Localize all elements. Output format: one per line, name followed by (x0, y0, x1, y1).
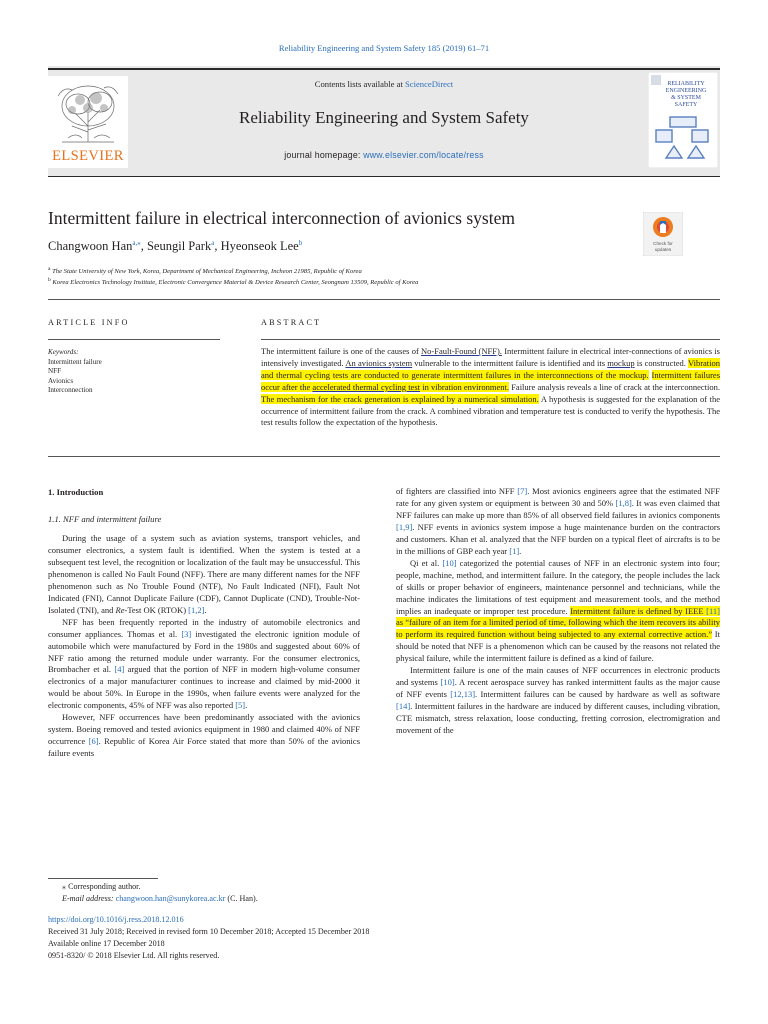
text-run: . It was even claimed that NFF failures can make up more than 85% of all observed field failures in avionics components (396, 497, 720, 520)
contents-prefix: Contents lists available at (314, 79, 405, 89)
body-paragraph (396, 486, 720, 558)
highlighted-text: as “failure of an item for a limited period of time, following which the item recovers its ability to perform its required function without being subjected to any external corrective action.” (396, 617, 720, 640)
underlined-text: mockup (607, 357, 635, 368)
text-run: Failure analysis reveals a line of crack at the interconnection. (509, 381, 720, 392)
copyright-line: 0951-8320/ © 2018 Elsevier Ltd. All rights reserved. (48, 951, 220, 961)
text-run: investigated the electronic ignition module of automobile which were manufactured by Ford in the 1980s and suggested about 60% of NFF ratio among the returned module under warranty. For the consumer electronics, Brombacher et al. (48, 628, 360, 675)
text-run: . Intermittent failures in the hardware are induced by different causes, including vibration, CTE mismatch, stress relaxation, loose conducting, fretting corrosion, electromigration and movement of the (396, 701, 720, 736)
text-run: vulnerable to the intermittent failure is identified and its (412, 357, 608, 368)
sciencedirect-link[interactable]: ScienceDirect (405, 79, 454, 89)
body-paragraph (396, 665, 720, 737)
title-block-rule (48, 299, 720, 300)
keywords-label: Keywords: (48, 348, 79, 356)
author-affiliation-marker[interactable]: b (298, 239, 303, 247)
text-run: However, NFF occurrences have been predominantly associated with the avionics system. Boeing removed and tested avionics equipment in 1980 and claimed 40% of NFF occurrence (48, 712, 360, 747)
underlined-text: No-Fault-Found (NFF). (421, 346, 502, 356)
text-run: The intermittent failure is one of the causes of (261, 346, 422, 356)
highlighted-text: in vibration environment. (420, 381, 509, 392)
keyword-item: Interconnection (48, 386, 93, 395)
corresponding-author-note: ⁎ Corresponding author. (62, 882, 141, 891)
text-run: . Most avionics engineers agree that the estimated NFF rate for any given system or equipment is between 30 and 50% (396, 486, 720, 508)
journal-reference[interactable]: Reliability Engineering and System Safety 185 (2019) 61–71 (278, 43, 490, 53)
crossmark-line-1: Check for (653, 241, 673, 246)
citation-link[interactable]: [1] (509, 545, 520, 556)
text-run: During the usage of a system such as aviation systems, transport vehicles, and consumer electronics, a system fault is identified. When the system is tested at a subsequent test level, the recognition or localization of the fault may be unsuccessful. This phenomenon is called No Fault Found (NFF). There are many different names for the NFF phenomenon such as No Trouble Found (NTF), No Fault Indicated (NFI), Fault Not Indicated (FNI), Cannot Duplicate Failure (CDF), Cannot Duplicate (CND), Trouble-Not-Isolated (TNI), and (48, 533, 360, 615)
cover-line-1: RELIABILITY (667, 81, 705, 87)
citation-link[interactable]: [3] (181, 628, 192, 639)
check-for-updates-badge[interactable] (643, 212, 683, 256)
author-name: Hyeonseok Lee (220, 239, 299, 254)
keywords-block (48, 348, 218, 396)
underlined-text: accelerated thermal cycling test (312, 381, 421, 392)
affiliation-b-marker: b (48, 277, 51, 283)
affiliation-b-text: Korea Electronics Technology Institute, Electronic Convergence Material & Device Research Center, Seongnam 13509, Republic of Korea (50, 279, 419, 287)
text-run: A hypothesis is suggested for the explanation of the occurrence of intermittent failure from the crack. A combined vibration and temperature test is conducted to verify the hypothesis. The test results follow the expectation of the hypothesis. (261, 393, 720, 428)
keyword-item: Avionics (48, 376, 74, 385)
email-note (48, 893, 720, 905)
abstract-rule (261, 339, 720, 340)
footnote-rule (48, 878, 158, 879)
text-run: . Republic of Korea Air Force stated that more than 50% of the avionics failure events (48, 736, 360, 759)
author-affiliation-marker[interactable]: a (211, 239, 215, 247)
citation-link[interactable]: [12,13] (450, 689, 476, 700)
article-info-heading: ARTICLE INFO (48, 318, 130, 327)
text-run: NFF has been frequently reported in the industry of automobile electronics and consumer appliances. Thomas et al. (48, 616, 360, 639)
affiliation-a-text: The State University of New York, Korea, Department of Mechanical Engineering, Incheon 21985, Republic of Korea (50, 268, 362, 276)
affiliation-a (48, 266, 648, 275)
highlighted-text: Intermittent failure is defined by IEEE (570, 605, 707, 616)
body-paragraph (48, 617, 360, 713)
body-paragraph (48, 712, 360, 760)
citation-link[interactable]: [6] (88, 736, 99, 747)
text-run: categorized the potential causes of NFF in an electronic system into four; people, machine, method, and intermittent failure. In the category, the people includes the lack of skills or proper behavior of engineers, maintenance personnel and technicians, while the machine indicates the limitations of test equipment and measurement tools, and the method implies an inadequate or improper test procedure. (396, 557, 720, 616)
abstract-text (261, 346, 720, 429)
text-run: . (204, 604, 207, 615)
text-run: . NFF events in avionics system impose a huge maintenance burden on the contractors and customers. Khan et al. analyzed that the NFF burden on a typical fleet of aircrafts is to be in the millions of GBP each year (396, 521, 720, 556)
cover-line-2: ENGINEERING (665, 88, 707, 94)
abstract-heading: ABSTRACT (261, 318, 322, 327)
journal-title: Reliability Engineering and System Safety (239, 108, 529, 127)
header-bottom-rule (48, 176, 720, 177)
article-info-rule (48, 339, 220, 340)
affiliation-a-marker: a (48, 266, 51, 272)
citation-link[interactable]: [1,8] (615, 497, 632, 508)
publisher-name: ELSEVIER (52, 148, 124, 164)
abstract-bottom-rule (48, 456, 720, 457)
available-online: Available online 17 December 2018 (48, 939, 165, 949)
text-run: Intermittent failure is one of the main causes of NFF occurrences in electronic products and systems (396, 665, 720, 688)
highlighted-text: Intermittent failures occur after the (261, 369, 720, 392)
cover-line-3: & SYSTEM (671, 95, 701, 101)
author-name: Seungil Park (146, 239, 212, 254)
text-run: . (519, 545, 522, 556)
homepage-prefix: journal homepage: (284, 150, 364, 160)
article-title: Intermittent failure in electrical interconnection of avionics system (48, 208, 515, 228)
underlined-text: An avionics system (345, 357, 413, 368)
citation-link[interactable]: [5] (235, 700, 246, 711)
received-dates: Received 31 July 2018; Received in revised form 10 December 2018; Accepted 15 December 2018 (48, 927, 370, 937)
cover-line-4: SAFETY (674, 102, 698, 108)
text-run: . A recent aerospace survey has ranked intermittent faults as the major cause of NFF events (396, 677, 720, 700)
body-paragraph (396, 558, 720, 666)
citation-link[interactable]: [1,9] (396, 521, 413, 532)
footnote-spacer (48, 905, 720, 914)
italic-text: Re (115, 604, 125, 615)
text-run: Qi et al. (410, 557, 443, 568)
author-separator: , (214, 239, 221, 254)
journal-homepage-link[interactable]: www.elsevier.com/locate/ress (363, 150, 484, 160)
footnotes (48, 881, 720, 963)
text-run: is constructed. (634, 357, 688, 368)
author-affiliation-marker[interactable]: a,⁎ (132, 239, 141, 247)
crossmark-line-2: updates (654, 247, 672, 252)
citation-link[interactable]: [4] (114, 664, 125, 675)
email-suffix: (C. Han). (225, 894, 258, 904)
text-run: . Intermittent failures can be caused by hardware as well as software (475, 689, 720, 700)
email-label: E-mail address: (62, 894, 116, 904)
citation-link[interactable]: [10] (442, 557, 457, 568)
left-column (48, 533, 360, 760)
doi-link[interactable]: https://doi.org/10.1016/j.ress.2018.12.016 (48, 915, 184, 925)
citation-link[interactable]: [7] (517, 486, 528, 496)
citation-link[interactable]: [10] (440, 677, 455, 688)
author-separator: , (140, 239, 147, 254)
author-name: Changwoon Han (48, 239, 133, 254)
text-run: argued that the portion of NFF in modern high-volume consumer electronics of a major manufacturer continues to increase and claimed by mid-2000 it would be about 50%. In Europe in the 1990s, when failure events were analyzed for the electronic components, 45% of NFF was also reported (48, 664, 361, 711)
citation-link[interactable]: [1,2] (188, 604, 205, 615)
text-run: . (245, 700, 248, 711)
header-top-rule (48, 68, 720, 70)
section-heading-introduction: 1. Introduction (48, 487, 104, 497)
right-column (396, 486, 720, 737)
author-list (48, 239, 608, 254)
journal-cover-image[interactable] (648, 72, 718, 168)
text-run: Intermittent failure in electrical inter-connections of avionics is intensively investigated. (261, 346, 720, 368)
author-email-link[interactable]: changwoon.han@sunykorea.ac.kr (115, 894, 226, 904)
body-paragraph (48, 533, 360, 617)
citation-link[interactable]: [11] (706, 605, 720, 616)
citation-link[interactable]: [14] (396, 701, 411, 712)
affiliation-b (48, 277, 648, 286)
keyword-item: Intermittent failure (48, 357, 102, 366)
highlighted-text: The mechanism for the crack generation is explained by a numerical simulation. (261, 393, 539, 404)
highlighted-text: Vibration and thermal cycling tests are conducted to generate intermittent failures in the interconnections of the mockup. (261, 357, 721, 380)
subsection-heading: 1.1. NFF and intermittent failure (48, 514, 162, 524)
text-run: It should be noted that NFF is a phenomenon which can be caused by the reasons not related the physical failure, while the intermittent failure is defined as a kind of failure. (396, 629, 720, 664)
text-run: -Test OK (RTOK) (124, 604, 189, 615)
text-run: of fighters are classified into NFF (396, 486, 518, 496)
keyword-item: NFF (48, 367, 62, 376)
